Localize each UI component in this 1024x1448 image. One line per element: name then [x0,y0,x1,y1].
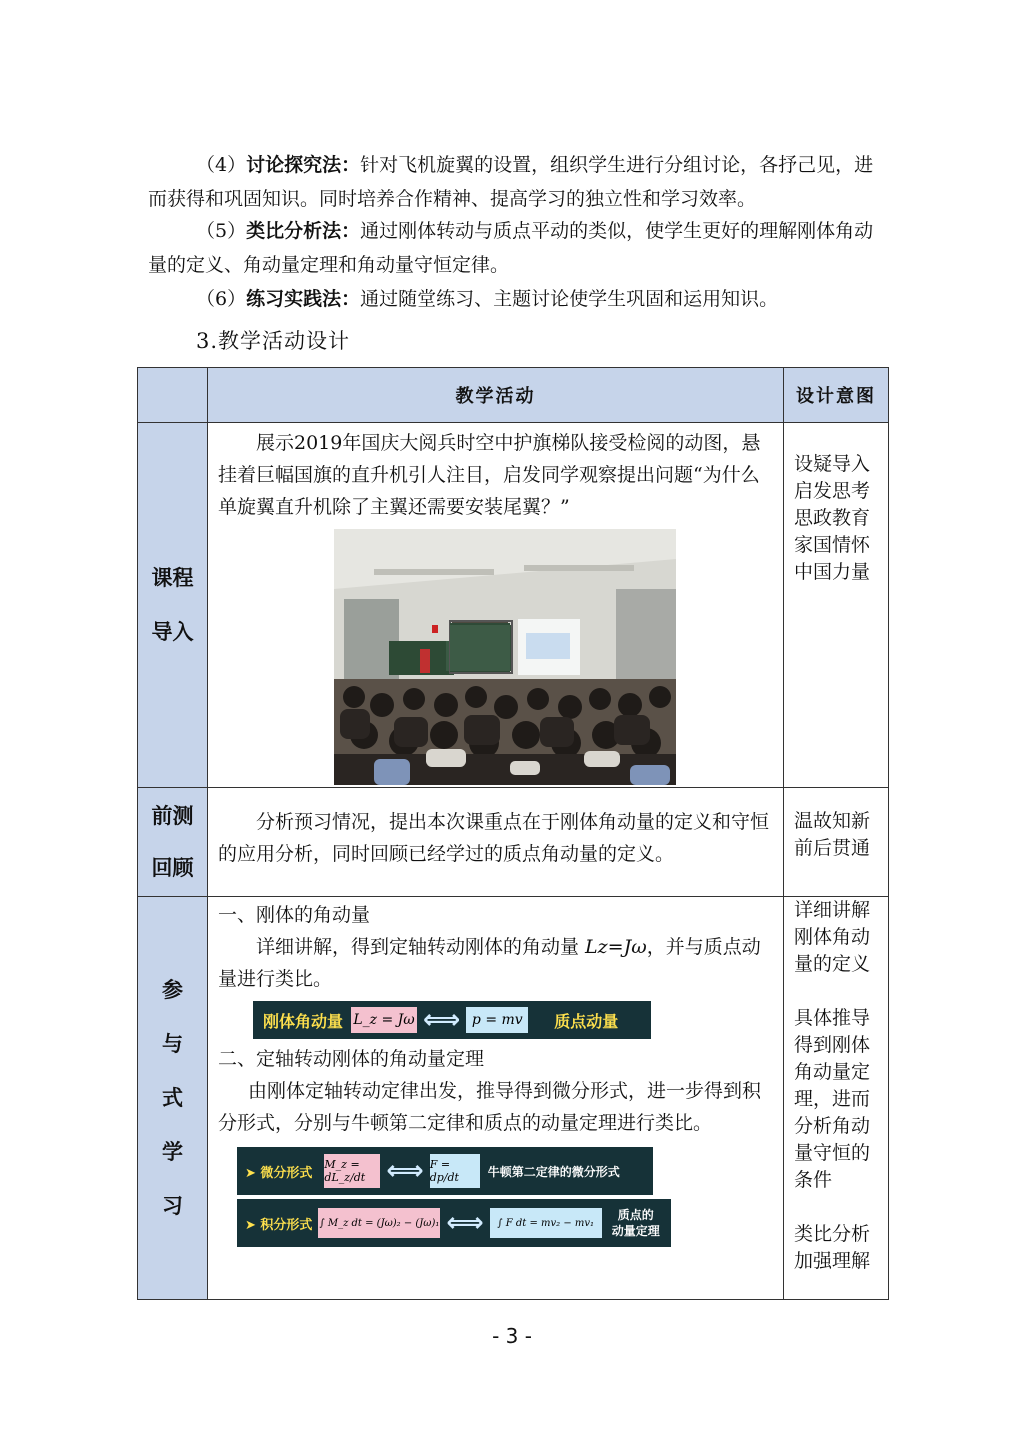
method-num: （5） [196,220,247,242]
review-intent [784,788,888,862]
review-activity-cell [208,788,784,897]
p1-post: ，并与质点动量进行类比。 [218,936,761,990]
intent-line: 具体推导 [794,1007,871,1029]
intent-line: 加强理解 [794,1250,871,1272]
intent-line: 启发思考 [794,480,871,502]
intent-line: 理，进而 [794,1088,871,1110]
intent-line: 得到刚体 [794,1034,871,1056]
banner-integral-form [237,1199,671,1247]
row-label-char: 学 [162,1140,183,1164]
formula-particle-box: p = mv [466,1007,528,1033]
formula-differential-particle: F = dp/dt [430,1154,480,1188]
learning-heading-1: 一、刚体的角动量 [218,904,371,926]
learning-activity-cell [208,897,784,1300]
formula-rigid-box: L_z = Jω [351,1007,417,1033]
intent-line: 中国力量 [794,561,871,583]
page-number: - 3 - [492,1324,532,1348]
p1-pre: 详细讲解，得到定轴转动刚体的角动量 [256,936,586,958]
method-5 [148,214,888,282]
header-activity: 教学活动 [208,368,784,423]
theorem-line-2: 动量定理 [611,1224,660,1238]
intent-line: 家国情怀 [794,534,871,556]
learning-paragraph-1 [208,931,783,995]
banner-label-particle: 质点动量 [554,1011,619,1031]
method-num: （4） [196,154,247,176]
review-intent-cell [784,788,889,897]
intent-line: 前后贯通 [794,837,871,859]
classroom-photo [334,529,676,785]
intent-line: 量的定义 [794,953,871,975]
row-label-line: 导入 [151,620,194,644]
formula-integral-rigid: ∫ M_z dt = (Jω)₂ − (Jω)₁ [318,1208,440,1238]
method-text: 通过随堂练习、主题讨论使学生巩固和运用知识。 [360,288,779,310]
row-label-char: 习 [162,1194,183,1218]
learning-heading-2: 二、定轴转动刚体的角动量定理 [218,1048,485,1070]
intro-intent [784,423,888,586]
intent-line: 思政教育 [794,507,871,529]
intro-text: 展示2019年国庆大阅兵时空中护旗梯队接受检阅的动图，悬挂着巨幅国旗的直升机引人注目，启发同学观察提出问题“为什么单旋翼直升机除了主翼还需要安装尾翼？” [218,432,761,518]
learning-intent-2 [784,978,888,1194]
header-intent: 设计意图 [784,368,889,423]
intent-line: 角动量定 [794,1061,871,1083]
row-label-char: 式 [162,1086,183,1110]
intent-line: 温故知新 [794,810,871,832]
banner-differential-form [237,1147,653,1195]
banner-label-rigid: 刚体角动量 [263,1011,344,1031]
row-label-line: 回顾 [151,856,194,880]
review-text: 分析预习情况，提出本次课重点在于刚体角动量的定义和守恒的应用分析，同时回顾已经学过的质点角动量的定义。 [218,811,770,865]
banner-label-momentum-theorem [612,1207,660,1239]
table-row [138,897,889,1300]
row-label-line: 前测 [151,804,194,828]
intent-line: 详细讲解 [794,899,871,921]
intent-line: 刚体角动 [794,926,871,948]
activity-table [137,367,889,1300]
row-label-review [138,788,208,897]
method-4 [148,148,888,216]
intent-line: 分析角动 [794,1115,871,1137]
method-num: （6） [196,288,247,310]
learning-intent-1 [784,897,888,978]
method-6 [148,282,888,316]
learning-paragraph-2: 由刚体定轴转动定律出发，推导得到微分形式，进一步得到积分形式，分别与牛顿第二定律和质点的动量定理进行类比。 [218,1080,762,1134]
intent-line: 量守恒的 [794,1142,871,1164]
banner-label-integral: ➤ 积分形式 [245,1217,313,1233]
formula-differential-rigid: M_z = dL_z/dt [324,1154,380,1188]
row-label-learning [138,897,208,1300]
learning-intent-cell [784,897,889,1300]
row-label-intro [138,423,208,788]
table-header-row [138,368,889,423]
intent-line: 设疑导入 [794,453,871,475]
intent-line: 类比分析 [794,1223,871,1245]
p1-formula: Lz=Jω [585,936,647,958]
row-label-line: 课程 [151,566,194,590]
formula-integral-particle: ∫ F dt = mv₂ − mv₁ [490,1208,602,1238]
table-row [138,788,889,897]
method-text: 针对飞机旋翼的设置，组织学生进行分组讨论，各抒己见，进而获得和巩固知识。同时培养合作精神、提高学习的独立性和学习效率。 [148,154,874,210]
learning-intent-3 [784,1194,888,1275]
banner-label-differential: ➤ 微分形式 [245,1165,313,1181]
banner-angular-momentum [253,1001,651,1039]
intro-activity-cell [208,423,784,788]
method-text: 通过刚体转动与质点平动的类似，使学生更好的理解刚体角动量的定义、角动量定理和角动量守恒定律。 [148,220,874,276]
row-label-char: 参 [162,978,183,1002]
banner-label-newton: 牛顿第二定律的微分形式 [487,1164,620,1179]
header-blank-cell [138,368,208,423]
double-arrow-icon: ⟺ [423,1005,461,1035]
method-label: 类比分析法： [246,220,361,242]
classroom-photo-drawing [334,529,676,785]
section-heading: 3.教学活动设计 [196,329,351,353]
theorem-line-1: 质点的 [617,1208,654,1222]
intent-line: 条件 [794,1169,833,1191]
row-label-char: 与 [162,1032,183,1056]
double-arrow-icon: ⟺ [386,1156,424,1186]
table-row [138,423,889,788]
double-arrow-icon: ⟺ [446,1208,484,1238]
method-label: 练习实践法： [246,288,361,310]
intro-intent-cell [784,423,889,788]
method-label: 讨论探究法： [246,154,361,176]
